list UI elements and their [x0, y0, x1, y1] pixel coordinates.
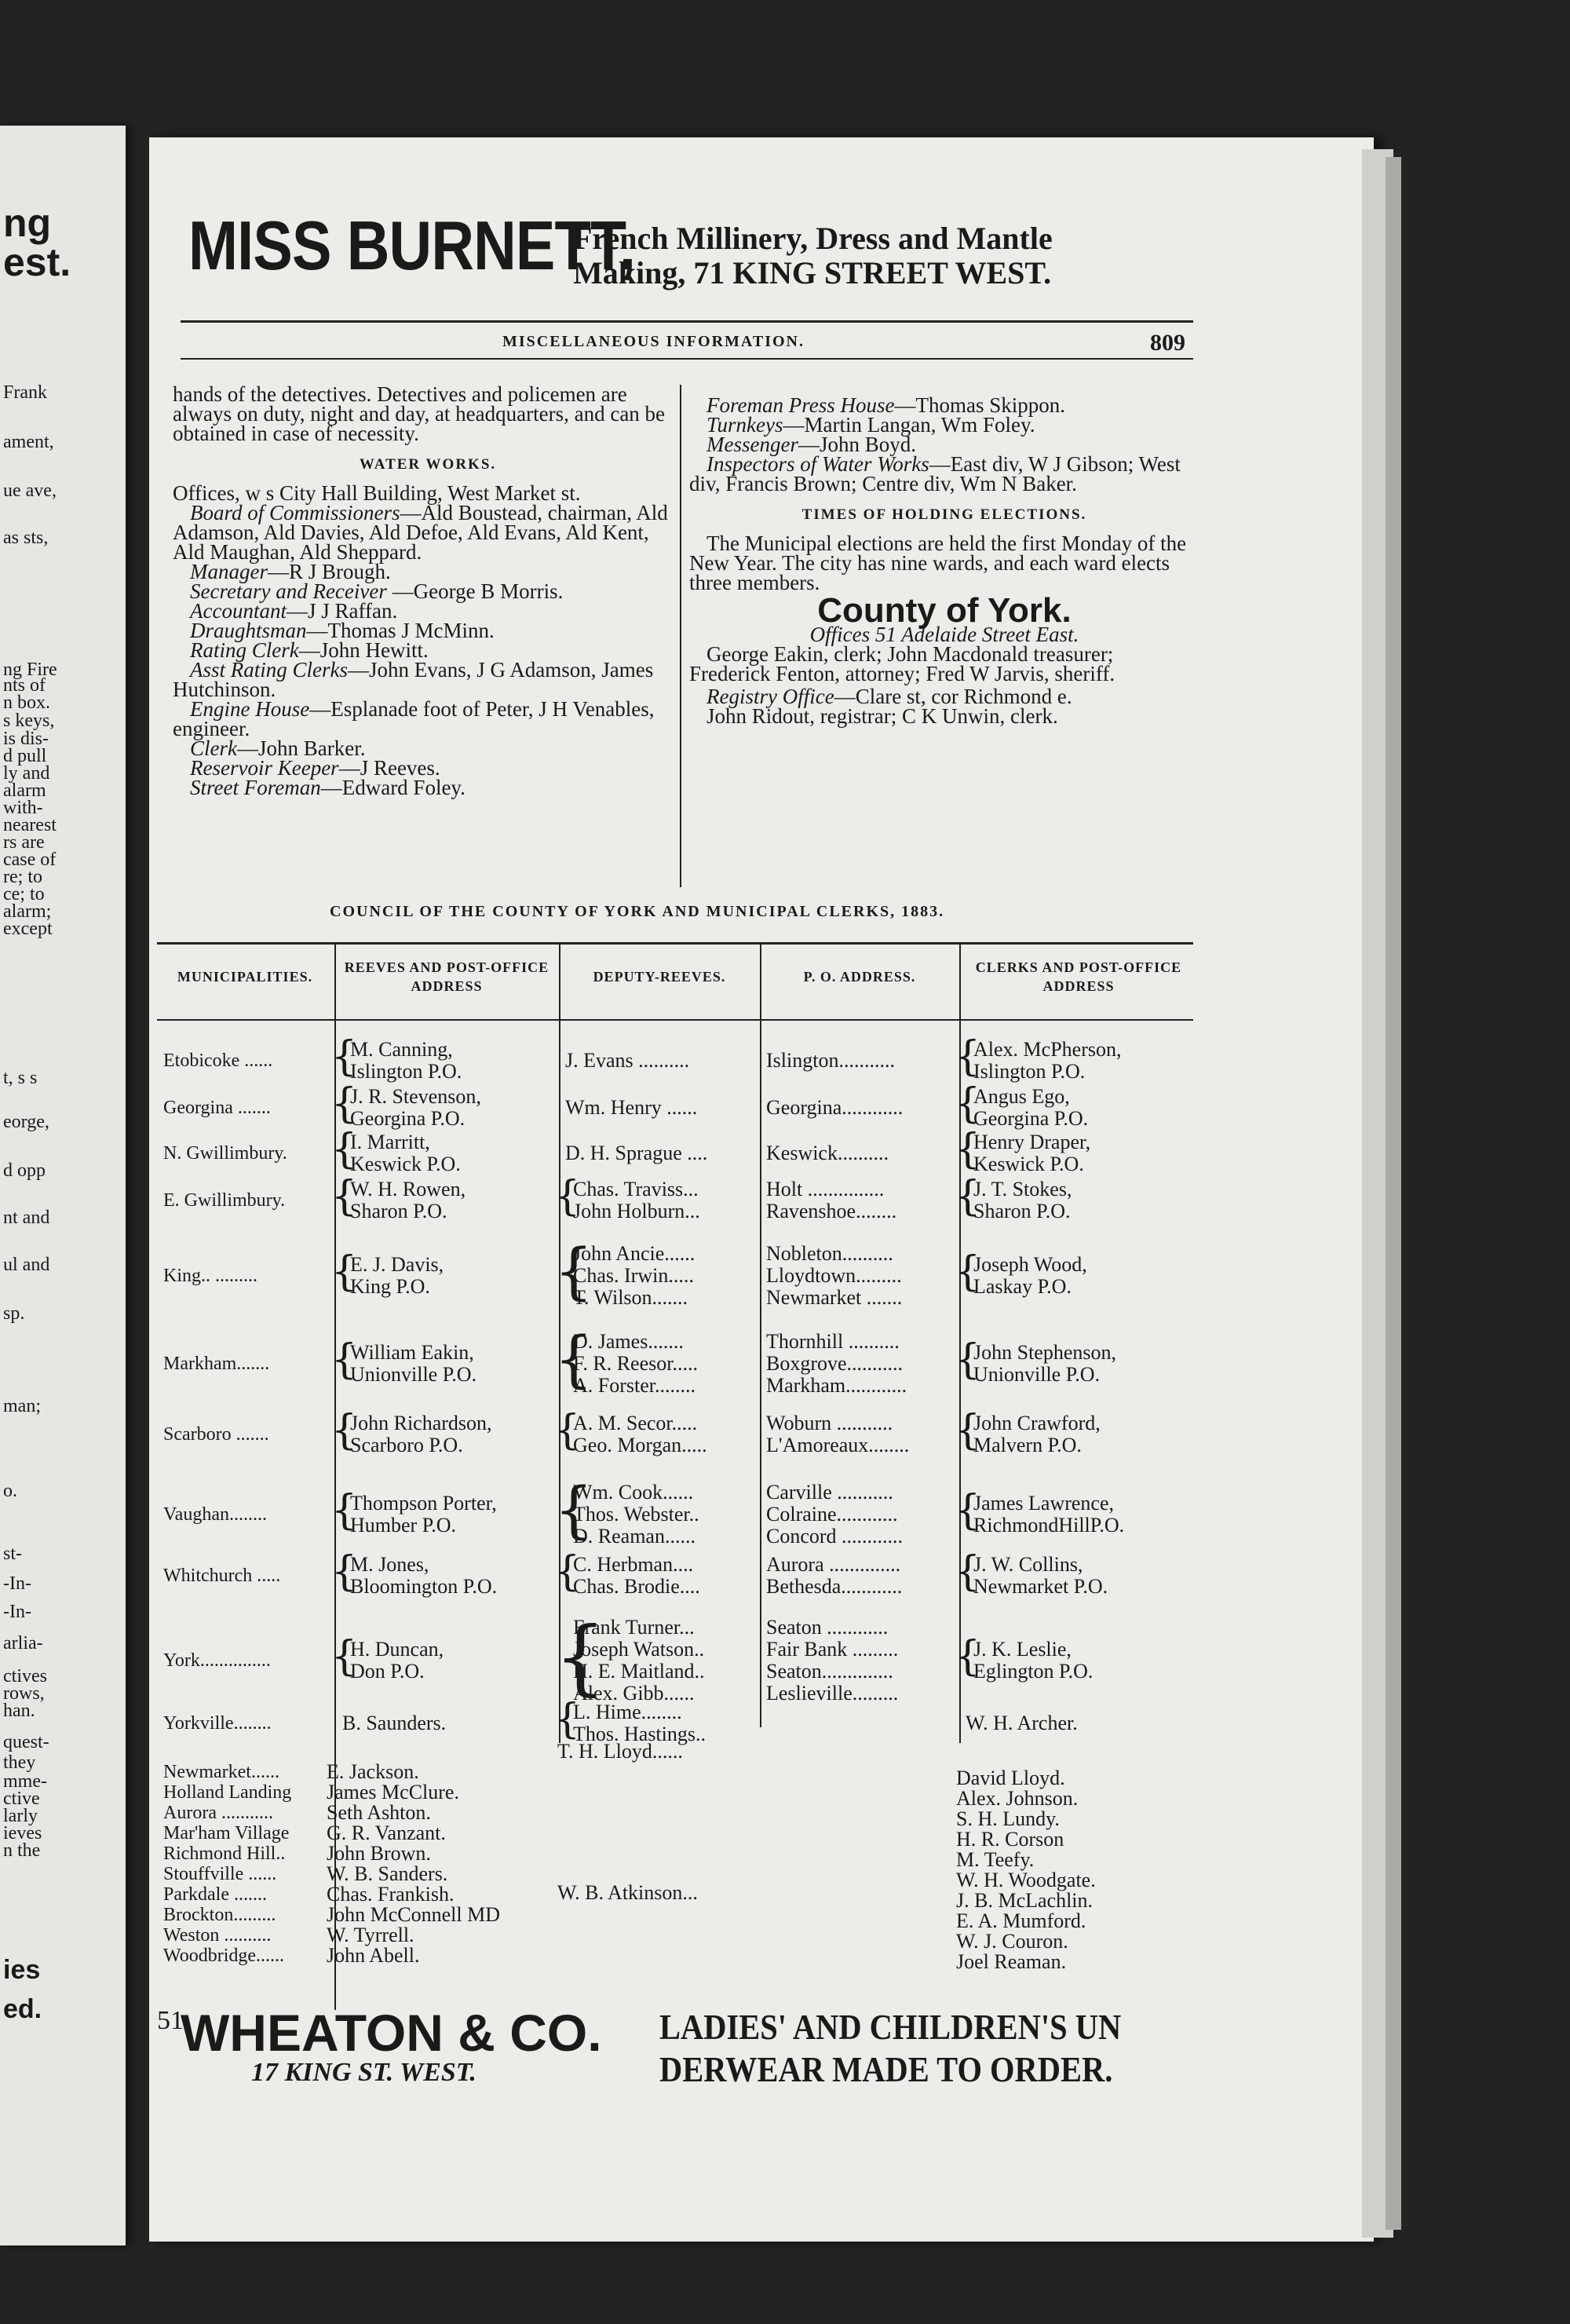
table-po-address: Lloydtown......... [766, 1264, 902, 1287]
county-offices: Offices 51 Adelaide Street East. [809, 623, 1079, 646]
left-page-fragment [0, 126, 126, 2245]
brace-icon: { [554, 1173, 581, 1220]
table-reeve: John Brown. [327, 1842, 431, 1865]
table-deputy-reeve: T. Wilson....... [573, 1286, 688, 1309]
table-reeve: Don P.O. [350, 1660, 425, 1683]
table-reeve: M. Jones, [350, 1553, 429, 1576]
table-municipality: Mar'ham Village [163, 1823, 290, 1843]
table-municipality: Aurora ........... [163, 1803, 273, 1823]
table-clerk: Malvern P.O. [973, 1434, 1082, 1456]
table-deputy-reeve: Thos. Hastings.. [573, 1723, 706, 1745]
table-clerk: David Lloyd. [956, 1767, 1065, 1789]
entry-text: —Thomas J McMinn. [306, 619, 495, 642]
left-column [173, 382, 683, 799]
table-deputy-reeve: Chas. Brodie.... [573, 1575, 700, 1598]
directory-entry [689, 452, 1199, 495]
left-fragment-line: n the [3, 1840, 41, 1861]
table-reeve: William Eakin, [350, 1341, 474, 1364]
table-clerk: John Stephenson, [973, 1341, 1116, 1364]
left-fragment-line: quest- [3, 1732, 49, 1752]
table-clerk: W. H. Woodgate. [956, 1869, 1096, 1891]
directory-entry [173, 778, 683, 798]
table-po-address: Concord ............ [766, 1525, 904, 1548]
table-deputy-reeve: Geo. Morgan..... [573, 1434, 707, 1456]
table-deputy-reeve: W. B. Atkinson... [557, 1881, 698, 1904]
table-municipality: Georgina ....... [163, 1098, 271, 1118]
table-clerk: J. T. Stokes, [973, 1178, 1072, 1200]
table-deputy-reeve: Wm. Cook...... [573, 1481, 694, 1504]
left-fragment-line: re; to [3, 867, 42, 887]
left-fragment-line: -In- [3, 1602, 31, 1622]
table-clerk: Eglington P.O. [973, 1660, 1094, 1683]
table-clerk: J. W. Collins, [973, 1553, 1083, 1576]
left-fragment-line: t, s s [3, 1068, 38, 1088]
left-fragment-line: ctive [3, 1789, 40, 1809]
table-deputy-reeve: Chas. Traviss... [573, 1178, 699, 1200]
entry-label: Accountant [190, 599, 287, 623]
left-fragment-line: nts of [3, 675, 46, 696]
left-fragment-big: ng [3, 201, 52, 245]
table-municipality: Yorkville........ [163, 1713, 272, 1734]
table-reeve: H. Duncan, [350, 1638, 444, 1661]
table-municipality: Vaughan........ [163, 1504, 267, 1525]
brace-icon: { [955, 1173, 981, 1220]
table-clerk: Joseph Wood, [973, 1253, 1087, 1276]
advertisement-top [188, 206, 1209, 308]
brace-icon: { [554, 1609, 607, 1705]
table-deputy-reeve: C. Herbman.... [573, 1553, 694, 1576]
table-clerk: Georgina P.O. [973, 1107, 1089, 1130]
brace-icon: { [955, 1248, 981, 1295]
table-clerk: M. Teefy. [956, 1848, 1035, 1871]
entry-label: Rating Clerk [190, 638, 299, 662]
table-municipality: King.. ......... [163, 1266, 257, 1286]
table-municipality: Markham....... [163, 1354, 270, 1374]
table-clerk: S. H. Lundy. [956, 1807, 1060, 1830]
left-fragment-line: eorge, [3, 1112, 49, 1132]
entry-text: —John Boyd. [798, 433, 916, 456]
table-reeve: John Richardson, [350, 1412, 492, 1434]
left-fragment-big: est. [3, 240, 71, 284]
table-clerk: RichmondHillP.O. [973, 1514, 1125, 1537]
board-entry [173, 503, 683, 562]
table-deputy-reeve: F. R. Reesor..... [573, 1352, 698, 1375]
brace-icon: { [955, 1033, 981, 1080]
table-reeve: John McConnell MD [327, 1903, 500, 1926]
entry-text: —Clare st, cor Richmond e. [834, 685, 1072, 708]
table-deputy-reeve: John Ancie...... [573, 1242, 696, 1265]
table-clerk: H. R. Corson [956, 1828, 1064, 1851]
table-municipality: Woodbridge...... [163, 1946, 285, 1966]
ad-line: French Millinery, Dress and Mantle [573, 221, 1053, 256]
table-deputy-reeve: J. Evans .......... [565, 1049, 690, 1072]
water-works-heading: WATER WORKS. [359, 456, 497, 473]
table-po-address: Leslieville......... [766, 1682, 899, 1705]
table-header: P. O. ADDRESS. [803, 969, 916, 985]
left-fragment-line: is dis- [3, 729, 49, 749]
entry-text: —John Evans, J G Adamson, James Hutchinson. [173, 658, 654, 701]
left-fragment-line: rows, [3, 1683, 45, 1704]
left-fragment-line: han. [3, 1701, 35, 1721]
left-fragment-line: sp. [3, 1303, 25, 1324]
table-deputy-reeve: D. Reaman...... [573, 1525, 696, 1548]
entry-label: Foreman Press House [706, 393, 895, 417]
entry-label: Board of Commissioners [190, 501, 400, 524]
table-municipality: Weston .......... [163, 1925, 272, 1946]
table-deputy-reeve: A. M. Secor..... [573, 1412, 698, 1434]
table-deputy-reeve: A. Forster........ [573, 1374, 696, 1397]
directory-entry [173, 660, 683, 700]
table-municipality: N. Gwillimbury. [163, 1143, 287, 1164]
table-clerk: W. J. Couron. [956, 1930, 1068, 1953]
entry-label: Inspectors of Water Works [706, 452, 929, 476]
table-reeve: E. Jackson. [327, 1760, 419, 1783]
directory-entry [173, 697, 683, 740]
left-fragment-line: with- [3, 798, 43, 818]
entry-text: —J Reeves. [338, 756, 440, 780]
left-fragment-line: st- [3, 1544, 22, 1564]
advertisement-bottom [157, 2006, 1193, 2116]
brace-icon: { [554, 1475, 593, 1546]
left-fragment-line: ng Fire [3, 660, 57, 680]
brace-icon: { [331, 1407, 358, 1454]
left-fragment-line: nt and [3, 1208, 50, 1228]
entry-text: —John Hewitt. [298, 638, 429, 662]
entry-text: —Edward Foley. [320, 776, 466, 799]
table-po-address: Markham............ [766, 1374, 907, 1397]
left-fragment-line: n box. [3, 692, 50, 713]
entry-text: —J J Raffan. [286, 599, 398, 623]
table-reeve: Georgina P.O. [350, 1107, 466, 1130]
table-header: MUNICIPALITIES. [177, 969, 313, 985]
entry-label: Reservoir Keeper [190, 756, 339, 780]
entry-text: —John Barker. [237, 736, 366, 760]
table-deputy-reeve: Wm. Henry ...... [565, 1096, 698, 1119]
table-reeve: Keswick P.O. [350, 1153, 461, 1175]
table-deputy-reeve: Frank Turner... [573, 1616, 695, 1639]
entry-label: Asst Rating Clerks [190, 658, 348, 681]
table-po-address: Seaton.............. [766, 1660, 893, 1683]
table-reeve: B. Saunders. [342, 1712, 447, 1734]
ad-address: 17 KING ST. WEST. [251, 2058, 476, 2087]
brace-icon: { [331, 1126, 358, 1173]
brace-icon: { [955, 1080, 981, 1127]
table-po-address: Holt ............... [766, 1178, 885, 1200]
table-po-address: L'Amoreaux........ [766, 1434, 910, 1456]
entry-label: Street Foreman [190, 776, 321, 799]
brace-icon: { [331, 1487, 358, 1534]
divider [181, 358, 1193, 360]
left-fragment-line: arlia- [3, 1633, 43, 1653]
table-po-address: Aurora .............. [766, 1553, 901, 1576]
left-fragment-line: ctives [3, 1666, 47, 1686]
entry-label: Engine House [190, 697, 310, 721]
brace-icon: { [955, 1633, 981, 1680]
table-column-rule [760, 942, 761, 1727]
entry-label: Clerk [190, 736, 237, 760]
ad-business-name: MISS BURNETT, [188, 206, 636, 284]
left-fragment-line: man; [3, 1396, 41, 1416]
table-po-address: Ravenshoe........ [766, 1200, 897, 1222]
left-fragment-line: d opp [3, 1160, 46, 1181]
table-reeve: Humber P.O. [350, 1514, 457, 1537]
left-fragment-line: ieves [3, 1823, 42, 1843]
left-fragment-line: d pull [3, 746, 47, 766]
table-reeve: E. J. Davis, [350, 1253, 444, 1276]
table-municipality: Holland Landing [163, 1782, 292, 1803]
table-clerk: J. B. McLachlin. [956, 1889, 1094, 1912]
table-po-address: Newmarket ....... [766, 1286, 903, 1309]
table-reeve: Sharon P.O. [350, 1200, 447, 1222]
table-clerk: J. K. Leslie, [973, 1638, 1072, 1661]
water-works-offices: Offices, w s City Hall Building, West Market st. [173, 481, 581, 505]
left-fragment-line: as sts, [3, 528, 49, 548]
council-heading: COUNCIL OF THE COUNTY OF YORK AND MUNICIPAL CLERKS, 1883. [330, 903, 945, 920]
entry-label: Registry Office [706, 685, 834, 708]
brace-icon: { [331, 1548, 358, 1595]
table-reeve: Seth Ashton. [327, 1801, 431, 1824]
right-column [689, 393, 1199, 728]
intro-paragraph: hands of the detectives. Detectives and policemen are always on duty, night and day, at headquarters, and can be obtained in case of necessity. [173, 382, 666, 445]
table-reeve: W. H. Rowen, [350, 1178, 466, 1200]
table-municipality: Whitchurch ..... [163, 1566, 281, 1586]
table-reeve: Islington P.O. [350, 1060, 462, 1083]
table-municipality: Parkdale ....... [163, 1884, 267, 1905]
table-reeve: King P.O. [350, 1275, 430, 1298]
left-fragment-line: case of [3, 850, 57, 870]
entry-text: —R J Brough. [267, 560, 391, 583]
brace-icon: { [955, 1548, 981, 1595]
table-reeve: Scarboro P.O. [350, 1434, 463, 1456]
elections-heading: TIMES OF HOLDING ELECTIONS. [801, 506, 1087, 523]
table-deputy-reeve: John Holburn... [573, 1200, 700, 1222]
table-deputy-reeve: Alex. Gibb...... [573, 1682, 695, 1705]
registry-officers: John Ridout, registrar; C K Unwin, clerk. [706, 704, 1058, 728]
table-po-address: Islington........... [766, 1049, 895, 1072]
brace-icon: { [554, 1548, 581, 1595]
left-fragment-line: ul and [3, 1255, 50, 1275]
table-header: CLERKS AND POST-OFFICE ADDRESS [975, 959, 1182, 994]
page-number: 809 [1150, 330, 1185, 356]
table-municipality: Etobicoke ...... [163, 1051, 273, 1071]
table-reeve: M. Canning, [350, 1038, 453, 1061]
left-fragment-line: Frank [3, 382, 47, 403]
table-po-address: Bethesda............ [766, 1575, 903, 1598]
running-header [188, 330, 1209, 358]
table-clerk: Laskay P.O. [973, 1275, 1072, 1298]
table-municipality: Newmarket...... [163, 1762, 279, 1782]
entry-label: Draughtsman [190, 619, 307, 642]
table-clerk: James Lawrence, [973, 1492, 1115, 1515]
entry-text: —Esplanade foot of Peter, J H Venables, engineer. [173, 697, 655, 740]
table-deputy-reeve: T. H. Lloyd...... [557, 1740, 683, 1763]
table-clerk: Angus Ego, [973, 1085, 1070, 1108]
left-fragment-line: ed. [3, 1994, 42, 2024]
table-clerk: Sharon P.O. [973, 1200, 1071, 1222]
table-reeve: James McClure. [327, 1781, 459, 1803]
table-municipality: Brockton......... [163, 1905, 276, 1925]
table-reeve: G. R. Vanzant. [327, 1822, 446, 1844]
brace-icon: { [554, 1237, 593, 1307]
table-po-address: Georgina............ [766, 1096, 904, 1119]
ad-line: LADIES' AND CHILDREN'S UN [659, 2007, 1122, 2047]
entry-text: —Martin Langan, Wm Foley. [783, 413, 1035, 437]
brace-icon: { [331, 1336, 358, 1383]
table-deputy-reeve: L. Hime........ [573, 1701, 682, 1723]
left-fragment-line: -In- [3, 1573, 31, 1594]
brace-icon: { [955, 1126, 981, 1173]
left-fragment-line: alarm; [3, 901, 52, 922]
left-fragment-line: o. [3, 1481, 17, 1501]
section-title: MISCELLANEOUS INFORMATION. [502, 333, 805, 350]
brace-icon: { [955, 1407, 981, 1454]
ad-line: DERWEAR MADE TO ORDER. [659, 2049, 1113, 2089]
table-reeve: W. Tyrrell. [327, 1924, 414, 1946]
table-po-address: Fair Bank ......... [766, 1638, 899, 1661]
table-po-address: Boxgrove........... [766, 1352, 904, 1375]
table-deputy-reeve: D. H. Sprague .... [565, 1142, 708, 1164]
table-header: DEPUTY-REEVES. [593, 969, 726, 985]
table-clerk: Islington P.O. [973, 1060, 1086, 1083]
table-rule [157, 942, 1193, 945]
table-reeve: John Abell. [327, 1944, 420, 1967]
table-deputy-reeve: Joseph Watson.. [573, 1638, 705, 1661]
table-po-address: Colraine............ [766, 1503, 898, 1526]
table-clerk: Keswick P.O. [973, 1153, 1084, 1175]
table-header: REEVES AND POST-OFFICE ADDRESS [344, 959, 550, 994]
table-reeve: Bloomington P.O. [350, 1575, 498, 1598]
table-po-address: Carville ........... [766, 1481, 893, 1504]
brace-icon: { [331, 1173, 358, 1220]
left-fragment-line: rs are [3, 832, 45, 853]
table-clerk: John Crawford, [973, 1412, 1101, 1434]
table-municipality: York............... [163, 1650, 271, 1671]
table-municipality: Stouffville ...... [163, 1864, 277, 1884]
table-deputy-reeve: Thos. Webster.. [573, 1503, 699, 1526]
left-fragment-line: ament, [3, 432, 54, 452]
table-po-address: Thornhill .......... [766, 1330, 900, 1353]
table-po-address: Keswick.......... [766, 1142, 889, 1164]
table-clerk: Joel Reaman. [956, 1950, 1067, 1973]
brace-icon: { [554, 1696, 581, 1743]
brace-icon: { [955, 1336, 981, 1383]
entry-label: Messenger [706, 433, 798, 456]
council-table [157, 942, 1193, 2018]
table-deputy-reeve: D. James....... [573, 1330, 684, 1353]
left-fragment-line: except [3, 919, 53, 939]
left-fragment-line: nearest [3, 815, 57, 835]
table-municipality: Richmond Hill.. [163, 1843, 286, 1864]
left-fragment-line: ce; to [3, 884, 45, 904]
table-municipality: E. Gwillimbury. [163, 1190, 286, 1211]
brace-icon: { [331, 1248, 358, 1295]
brace-icon: { [554, 1407, 581, 1454]
brace-icon: { [331, 1080, 358, 1127]
ad-number: 51 [157, 2006, 184, 2035]
table-clerk: Alex. McPherson, [973, 1038, 1122, 1061]
divider [181, 320, 1193, 323]
entry-label: Manager [190, 560, 268, 583]
table-clerk: Newmarket P.O. [973, 1575, 1108, 1598]
table-clerk: Unionville P.O. [973, 1363, 1101, 1386]
ad-line: Making, 71 KING STREET WEST. [573, 255, 1052, 290]
page-edge [1386, 157, 1401, 2230]
table-deputy-reeve: H. E. Maitland.. [573, 1660, 705, 1683]
entry-text: —Ald Boustead, chairman, Ald Adamson, Ald Davies, Ald Defoe, Ald Evans, Ald Kent, Ald Maughan, Ald Sheppard. [173, 501, 668, 564]
entry-text: —Thomas Skippon. [894, 393, 1065, 417]
brace-icon: { [955, 1487, 981, 1534]
ad-business-name: WHEATON & CO. [181, 2004, 602, 2062]
table-reeve: Thompson Porter, [350, 1492, 497, 1515]
table-clerk: Alex. Johnson. [956, 1787, 1079, 1810]
table-reeve: Chas. Frankish. [327, 1883, 455, 1906]
left-fragment-line: ly and [3, 763, 50, 784]
table-clerk: Henry Draper, [973, 1131, 1091, 1153]
table-po-address: Nobleton.......... [766, 1242, 893, 1265]
table-po-address: Woburn ........... [766, 1412, 893, 1434]
table-reeve: J. R. Stevenson, [350, 1085, 481, 1108]
entry-label: Secretary and Receiver [190, 579, 387, 603]
left-fragment-line: ue ave, [3, 481, 57, 501]
column-divider [680, 385, 681, 887]
table-po-address: Seaton ............ [766, 1616, 889, 1639]
left-fragment-line: s keys, [3, 711, 55, 731]
county-officers: George Eakin, clerk; John Macdonald treasurer; Frederick Fenton, attorney; Fred W Jarvis, sheriff. [689, 642, 1115, 685]
table-reeve: W. B. Sanders. [327, 1862, 448, 1885]
elections-text: The Municipal elections are held the first Monday of the New Year. The city has nine wards, and each ward elects three members. [689, 532, 1187, 594]
left-fragment-line: ies [3, 1955, 41, 1985]
table-deputy-reeve: Chas. Irwin..... [573, 1264, 694, 1287]
table-reeve: Unionville P.O. [350, 1363, 477, 1386]
table-municipality: Scarboro ....... [163, 1424, 269, 1445]
left-fragment-line: they [3, 1752, 36, 1773]
county-heading: County of York. [817, 591, 1072, 630]
table-reeve: I. Marritt, [350, 1131, 430, 1153]
entry-text: —East div, W J Gibson; West div, Francis Brown; Centre div, Wm N Baker. [689, 452, 1181, 495]
entry-text: —George B Morris. [386, 579, 564, 603]
brace-icon: { [554, 1325, 593, 1395]
brace-icon: { [331, 1633, 358, 1680]
left-fragment-line: mme- [3, 1771, 47, 1792]
table-clerk: W. H. Archer. [966, 1712, 1078, 1734]
left-fragment-line: larly [3, 1806, 38, 1826]
table-clerk: E. A. Mumford. [956, 1909, 1086, 1932]
brace-icon: { [331, 1033, 358, 1080]
entry-label: Turnkeys [706, 413, 783, 437]
left-fragment-line: alarm [3, 780, 46, 801]
table-rule [157, 1019, 1193, 1021]
